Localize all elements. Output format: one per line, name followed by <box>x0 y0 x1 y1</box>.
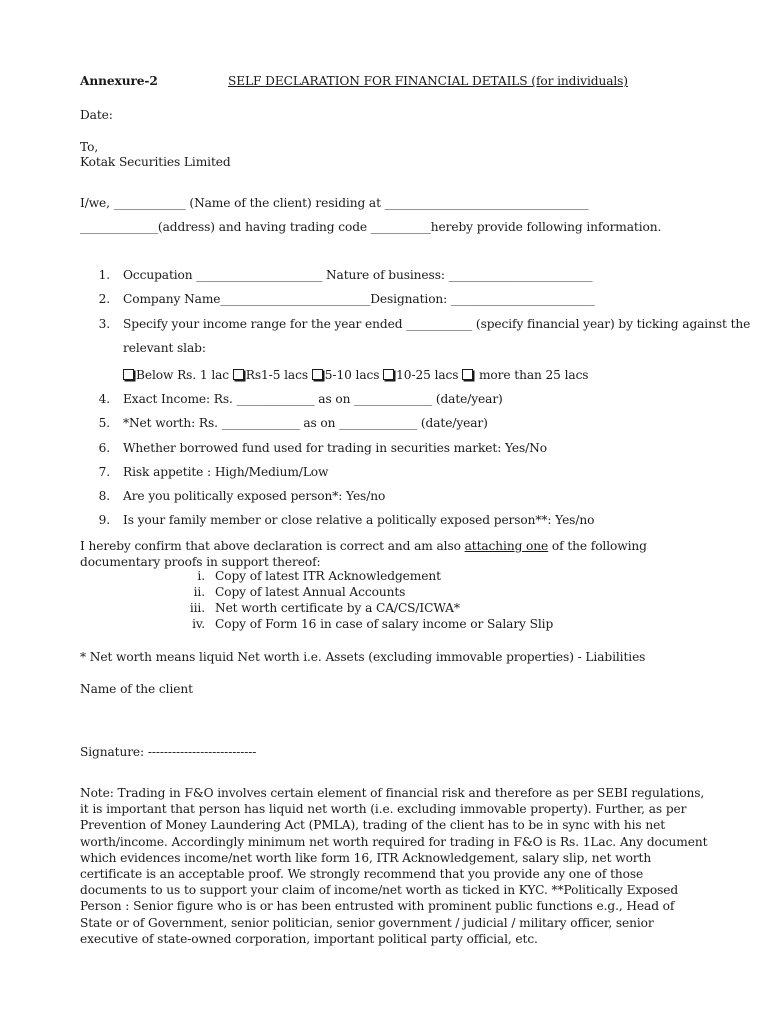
slab-label: more than 25 lacs <box>475 368 589 382</box>
list-item: Are you politically exposed person*: Yes/no <box>123 489 386 503</box>
slab-label: 5-10 lacs <box>324 368 380 382</box>
proof-number: iii. <box>189 601 205 615</box>
note-paragraph: Note: Trading in F&O involves certain element of financial risk and therefore as per SEBI regulations, it is important that person has liquid net worth (i.e. excluding immovable property). Further, as per Prevention of Money Laundering Act (PMLA), trading of the client has to be in sync with his net worth/income. Accordingly minimum net worth required for trading in F&O is Rs. 1Lac. Any document which evidences income/net worth like form 16, ITR Acknowledgement, salary slip, net worth certificate is an acceptable proof. We strongly recommend that you provide any one of those documents to us to support your claim of income/net worth as ticked in KYC. **Politically Exposed Person : Senior figure who is or has been entrusted with prominent public functions e.g., Head of State or of Government, senior politician, senior government / judicial / military officer, senior executive of state-owned corporation, important political party official, etc. <box>80 786 708 946</box>
slab-label: Below Rs. 1 lac <box>136 368 230 382</box>
proof-item: Copy of latest ITR Acknowledgement <box>215 569 441 583</box>
confirmation-paragraph <box>80 538 720 570</box>
list-item-number: 9. <box>98 513 110 527</box>
list-item: Risk appetite : High/Medium/Low <box>123 465 329 479</box>
list-item-number: 6. <box>98 441 110 455</box>
date-label: Date: <box>80 108 113 122</box>
list-item: Company Name_________________________Designation: ________________________ <box>123 292 595 306</box>
list-item-number: 5. <box>98 416 110 430</box>
list-item: *Net worth: Rs. _____________ as on _____________ (date/year) <box>123 416 488 430</box>
checkbox-10-25-lacs[interactable] <box>383 369 394 380</box>
intro-line-1: I/we, ____________ (Name of the client) residing at __________________________________ <box>80 196 589 210</box>
proof-number: i. <box>197 569 205 583</box>
confirm-text-end: of the following documentary proofs in support thereof: <box>80 539 647 569</box>
company-name: Kotak Securities Limited <box>80 155 231 169</box>
checkbox-below-1-lac[interactable] <box>123 369 134 380</box>
list-item-number: 4. <box>98 392 110 406</box>
list-item: Occupation _____________________ Nature of business: ________________________ <box>123 268 593 282</box>
annexure-label: Annexure-2 <box>80 74 158 88</box>
intro-line-2: _____________(address) and having trading code __________hereby provide following information. <box>80 220 662 234</box>
slab-label: 10-25 lacs <box>396 368 459 382</box>
list-item-number: 8. <box>98 489 110 503</box>
proof-number: ii. <box>193 585 205 599</box>
income-slab-options <box>123 368 588 382</box>
confirm-underlined: attaching one <box>464 539 549 553</box>
checkbox-1-5-lacs[interactable] <box>233 369 244 380</box>
list-item: Is your family member or close relative a politically exposed person**: Yes/no <box>123 513 595 527</box>
proof-item: Copy of Form 16 in case of salary income or Salary Slip <box>215 617 554 631</box>
list-item-continuation: relevant slab: <box>123 341 206 355</box>
confirm-text: I hereby confirm that above declaration is correct and am also <box>80 539 465 553</box>
proof-item: Net worth certificate by a CA/CS/ICWA* <box>215 601 460 615</box>
list-item: Whether borrowed fund used for trading in securities market: Yes/No <box>123 441 547 455</box>
proof-item: Copy of latest Annual Accounts <box>215 585 406 599</box>
checkbox-more-than-25-lacs[interactable] <box>462 369 473 380</box>
slab-label: Rs1-5 lacs <box>245 368 308 382</box>
checkbox-5-10-lacs[interactable] <box>312 369 323 380</box>
list-item-number: 2. <box>98 292 110 306</box>
networth-footnote: * Net worth means liquid Net worth i.e. Assets (excluding immovable properties) - Liabilities <box>80 650 646 664</box>
list-item-number: 7. <box>98 465 110 479</box>
list-item-number: 1. <box>98 268 110 282</box>
proof-number: iv. <box>192 617 205 631</box>
list-item-number: 3. <box>98 317 110 331</box>
list-item: Specify your income range for the year ended ___________ (specify financial year) by ticking against the <box>123 317 751 331</box>
signature-line: Signature: --------------------------- <box>80 745 257 759</box>
to-label: To, <box>80 140 99 154</box>
document-title: SELF DECLARATION FOR FINANCIAL DETAILS (for individuals) <box>228 74 628 88</box>
list-item: Exact Income: Rs. _____________ as on _____________ (date/year) <box>123 392 503 406</box>
name-of-client-label: Name of the client <box>80 682 193 696</box>
